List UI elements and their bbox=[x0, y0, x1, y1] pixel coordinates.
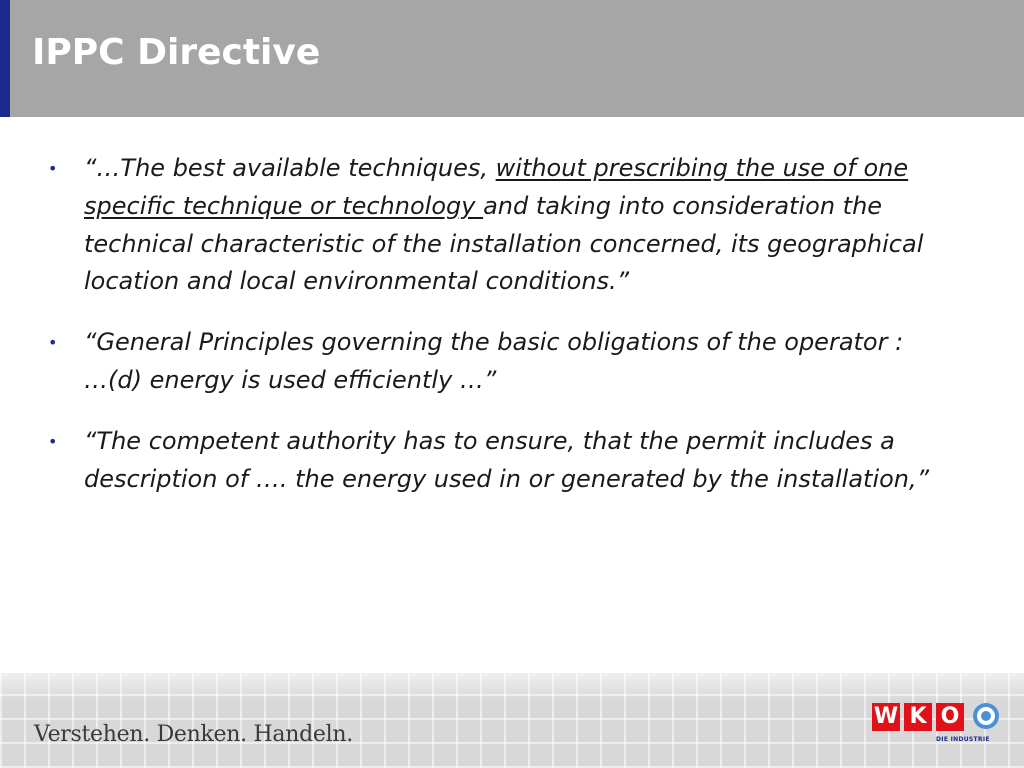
bullet-item-3 bbox=[48, 423, 998, 499]
slide-title: IPPC Directive bbox=[32, 32, 321, 73]
bullet-1-text-end: and taking into consideration the technical characteristic of the installation concerned, its geographical location and local environmental conditions.” bbox=[84, 191, 924, 296]
bullet-1-underlined-text: without prescribing the use of one specific technique or technology bbox=[84, 154, 909, 220]
footer-slogan: Verstehen. Denken. Handeln. bbox=[34, 722, 353, 747]
bullet-2-line-1: “General Principles governing the basic obligations of the operator : bbox=[84, 328, 904, 357]
bullet-3-text: “The competent authority has to ensure, that the permit includes a description of …. the energy used in or generated by the installation,” bbox=[84, 426, 930, 493]
wko-logo bbox=[872, 700, 1002, 748]
logo-subtitle: DIE INDUSTRIE bbox=[936, 736, 990, 743]
logo-letter-o: O bbox=[936, 703, 964, 731]
bullet-dot-icon: • bbox=[48, 159, 58, 178]
bullet-dot-icon: • bbox=[48, 333, 58, 353]
header-accent-stripe bbox=[0, 0, 10, 117]
bullet-1-text-start: “…The best available techniques, bbox=[84, 154, 496, 182]
logo-letter-w: W bbox=[873, 704, 899, 729]
bullet-2-line-2: …(d) energy is used efficiently …” bbox=[84, 365, 497, 394]
bullet-list bbox=[48, 150, 998, 521]
bullet-item-2 bbox=[48, 324, 998, 400]
header-bar bbox=[0, 0, 1024, 117]
logo-letter-k: K bbox=[904, 703, 932, 731]
bullet-dot-icon: • bbox=[48, 431, 58, 451]
bullet-item-1 bbox=[48, 150, 998, 301]
logo-emblem-icon bbox=[970, 700, 1002, 732]
footer-band bbox=[0, 673, 1024, 768]
